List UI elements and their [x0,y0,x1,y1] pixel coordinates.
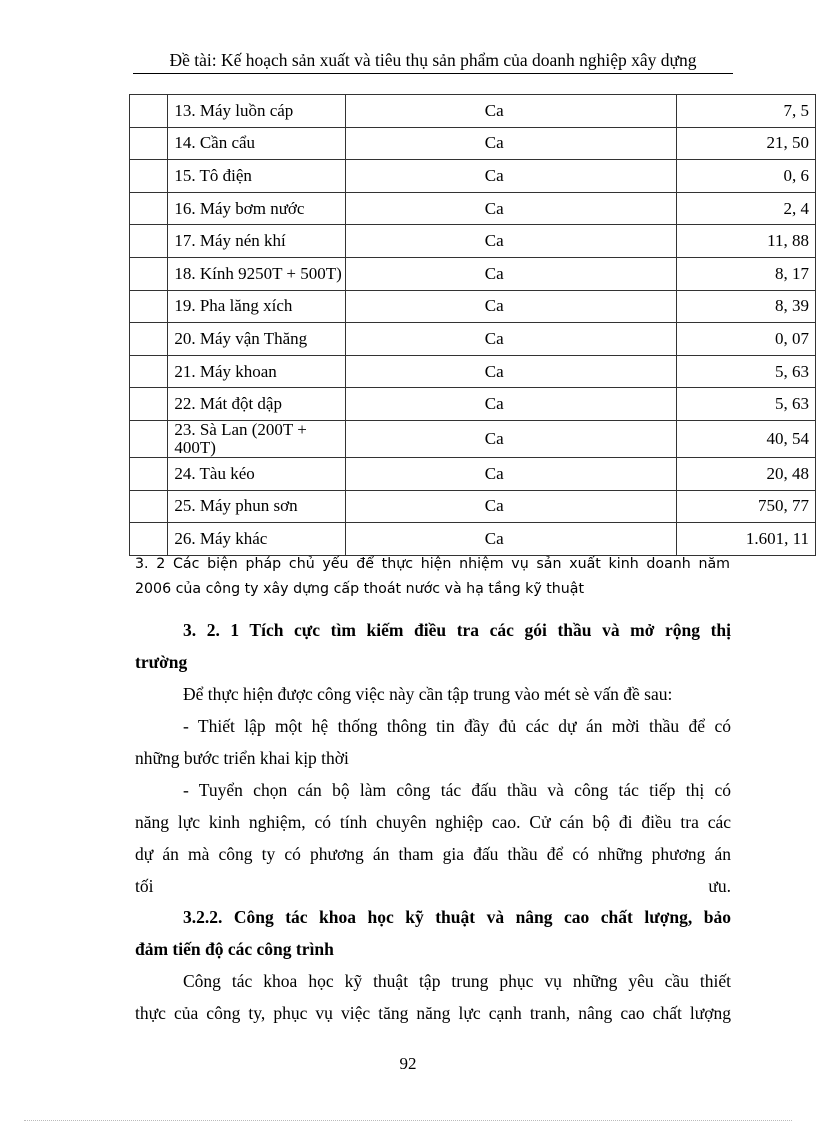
table-row [130,127,816,160]
row-blank-cell [130,290,168,323]
equipment-name-cell: 13. Máy luồn cáp [168,95,345,128]
running-header: Đề tài: Kế hoạch sản xuất và tiêu thụ sản phẩm của doanh nghiệp xây dựng [133,47,733,74]
section-3-2-line-2: 2006 của công ty xây dựng cấp thoát nước và hạ tầng kỹ thuật [135,581,585,597]
equipment-name-cell: 14. Cần cẩu [168,127,345,160]
bullet-2-line-3: dự án mà công ty có phương án tham gia đấu thầu để có những phương án [135,844,731,864]
row-blank-cell [130,323,168,356]
table-row [130,490,816,523]
section-3-2-1 [135,614,731,902]
unit-cell: Ca [345,257,676,290]
value-cell: 0, 07 [676,323,815,356]
value-cell: 5, 63 [676,355,815,388]
value-cell: 21, 50 [676,127,815,160]
value-cell: 8, 39 [676,290,815,323]
equipment-name-cell: 19. Pha lăng xích [168,290,345,323]
table-row [130,192,816,225]
unit-cell: Ca [345,127,676,160]
unit-cell: Ca [345,160,676,193]
section-3-2-2-heading-line-2: đảm tiến độ các công trình [135,939,334,959]
equipment-name-cell: 26. Máy khác [168,523,345,556]
table-row [130,355,816,388]
row-blank-cell [130,457,168,490]
value-cell: 1.601, 11 [676,523,815,556]
section-3-2-1-heading-line-1: 3. 2. 1 Tích cực tìm kiếm điều tra các gói thầu và mở rộng thị [183,620,731,640]
table-row [130,290,816,323]
table-row [130,95,816,128]
equipment-name-cell: 25. Máy phun sơn [168,490,345,523]
value-cell: 5, 63 [676,388,815,421]
unit-cell: Ca [345,323,676,356]
equipment-name-cell: 24. Tàu kéo [168,457,345,490]
table-row [130,323,816,356]
section-3-2-2 [135,901,731,1029]
table-row [130,523,816,556]
equipment-name-cell: 23. Sà Lan (200T + 400T) [168,420,345,457]
equipment-name-cell: 20. Máy vận Thăng [168,323,345,356]
equipment-name-cell: 15. Tô điện [168,160,345,193]
bullet-2-line-4 [135,870,731,902]
page-bottom-rule [24,1120,792,1121]
equipment-name-cell: 17. Máy nén khí [168,225,345,258]
table-row [130,420,816,457]
equipment-name-cell: 16. Máy bơm nước [168,192,345,225]
bullet-2-line-4-right: ưu. [708,876,731,896]
unit-cell: Ca [345,355,676,388]
value-cell: 8, 17 [676,257,815,290]
section-3-2-2-p1-line-1: Công tác khoa học kỹ thuật tập trung phục vụ những yêu cầu thiết [183,971,731,991]
table-row [130,388,816,421]
row-blank-cell [130,355,168,388]
table-row [130,257,816,290]
value-cell: 2, 4 [676,192,815,225]
paragraph-intro: Để thực hiện được công việc này cần tập trung vào mét sè vấn đề sau: [183,684,673,704]
unit-cell: Ca [345,225,676,258]
value-cell: 20, 48 [676,457,815,490]
row-blank-cell [130,257,168,290]
equipment-name-cell: 22. Mát đột dập [168,388,345,421]
value-cell: 750, 77 [676,490,815,523]
row-blank-cell [130,225,168,258]
section-3-2-2-p1-line-2: thực của công ty, phục vụ việc tăng năng lực cạnh tranh, nâng cao chất lượng [135,1003,731,1023]
table-row [130,457,816,490]
section-3-2-heading [135,552,730,602]
bullet-2-line-4-left: tối [135,876,154,896]
unit-cell: Ca [345,388,676,421]
unit-cell: Ca [345,95,676,128]
row-blank-cell [130,127,168,160]
table-row [130,225,816,258]
section-3-2-line-1: 3. 2 Các biện pháp chủ yếu để thực hiện nhiệm vụ sản xuất kinh doanh năm [135,556,730,572]
equipment-table [129,94,816,556]
row-blank-cell [130,420,168,457]
bullet-2-line-2: năng lực kinh nghiệm, có tính chuyên nghiệp cao. Cử cán bộ đi điều tra các [135,812,731,832]
bullet-2-line-1: - Tuyển chọn cán bộ làm công tác đấu thầu và công tác tiếp thị có [183,780,731,800]
bullet-1-line-1: - Thiết lập một hệ thống thông tin đầy đủ các dự án mời thầu để có [183,716,731,736]
unit-cell: Ca [345,490,676,523]
page-number: 92 [399,1054,417,1073]
row-blank-cell [130,160,168,193]
value-cell: 7, 5 [676,95,815,128]
bullet-1-line-2: những bước triển khai kịp thời [135,748,349,768]
row-blank-cell [130,388,168,421]
equipment-name-cell: 21. Máy khoan [168,355,345,388]
section-3-2-1-heading-line-2: trường [135,652,188,672]
row-blank-cell [130,490,168,523]
table-row [130,160,816,193]
unit-cell: Ca [345,420,676,457]
unit-cell: Ca [345,457,676,490]
equipment-name-cell: 18. Kính 9250T + 500T) [168,257,345,290]
unit-cell: Ca [345,523,676,556]
row-blank-cell [130,192,168,225]
unit-cell: Ca [345,290,676,323]
row-blank-cell [130,523,168,556]
row-blank-cell [130,95,168,128]
value-cell: 40, 54 [676,420,815,457]
value-cell: 0, 6 [676,160,815,193]
value-cell: 11, 88 [676,225,815,258]
section-3-2-2-heading-line-1: 3.2.2. Công tác khoa học kỹ thuật và nâng cao chất lượng, bảo [183,907,731,927]
unit-cell: Ca [345,192,676,225]
